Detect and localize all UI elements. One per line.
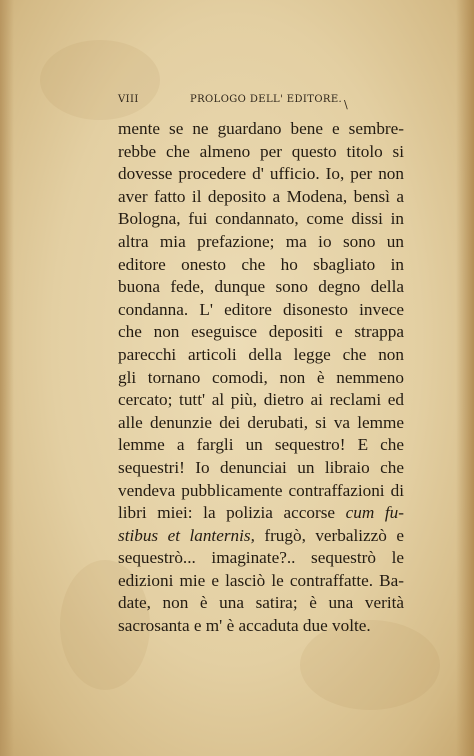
text-line — [118, 208, 404, 231]
text-line — [118, 276, 404, 299]
running-title: PROLOGO DELL' EDITORE. — [190, 94, 343, 105]
text-segment: vendeva pubblicamente contraffazioni di — [118, 480, 404, 500]
text-line — [118, 254, 404, 277]
text-segment: frugò, verbalizzò e — [254, 525, 404, 545]
page-number: VIII — [118, 94, 139, 105]
text-line — [118, 321, 404, 344]
body-text — [118, 118, 404, 638]
running-header — [118, 94, 402, 110]
text-segment: cercato; tutt' al più, dietro ai reclami ed — [118, 390, 404, 410]
text-line — [118, 118, 404, 141]
text-line — [118, 389, 404, 412]
text-segment: rebbe che almeno per questo titolo si — [118, 141, 404, 161]
text-segment: aver fatto il deposito a Modena, bensì a — [118, 186, 404, 206]
text-segment: edizioni mie e lasciò le contraffatte. Ba- — [118, 570, 404, 590]
text-line — [118, 299, 404, 322]
text-line — [118, 163, 404, 186]
text-segment: mente se ne guardano bene e sembre- — [118, 119, 404, 138]
text-line — [118, 570, 404, 593]
text-segment: gli tornano comodi, non è nemmeno — [118, 367, 404, 387]
italic-phrase: cum fu- — [345, 503, 404, 523]
text-segment: condanna. L' editore disonesto invece — [118, 299, 404, 319]
page-edge-shadow-left — [0, 0, 14, 756]
text-segment: libri miei: la polizia accorse — [118, 503, 346, 523]
text-line — [118, 412, 404, 435]
italic-phrase: stibus et lanternis, — [118, 525, 255, 545]
text-line — [118, 367, 404, 390]
text-line — [118, 231, 404, 254]
text-line — [118, 344, 404, 367]
text-segment: dovesse procedere d' ufficio. Io, per non — [118, 164, 404, 184]
text-segment: Bologna, fui condannato, come dissi in — [118, 209, 404, 229]
text-line — [118, 502, 404, 525]
text-line — [118, 141, 404, 164]
text-segment: che non eseguisce depositi e strappa — [118, 322, 404, 342]
text-segment: date, non è una satira; è una verità — [118, 593, 404, 613]
text-segment: parecchi articoli della legge che non — [118, 344, 404, 364]
text-segment: sacrosanta e m' è accaduta due volte. — [118, 616, 371, 636]
text-line — [118, 615, 404, 638]
text-line — [118, 592, 404, 615]
text-segment: buona fede, dunque sono degno della — [118, 277, 404, 297]
text-segment: altra mia prefazione; ma io sono un — [118, 231, 404, 251]
text-segment: lemme a fargli un sequestro! E che — [118, 435, 404, 455]
text-line — [118, 186, 404, 209]
text-line — [118, 457, 404, 480]
text-segment: alle denunzie dei derubati, si va lemme — [118, 412, 404, 432]
text-line — [118, 434, 404, 457]
text-line — [118, 480, 404, 503]
text-line — [118, 525, 404, 548]
page-edge-shadow-right — [456, 0, 474, 756]
text-segment: sequestrò... imaginate?.. sequestrò le — [118, 548, 404, 568]
text-line — [118, 547, 404, 570]
text-segment: editore onesto che ho sbagliato in — [118, 254, 404, 274]
text-segment: sequestri! Io denunciai un libraio che — [118, 457, 404, 477]
ink-mark: \ — [344, 98, 349, 111]
